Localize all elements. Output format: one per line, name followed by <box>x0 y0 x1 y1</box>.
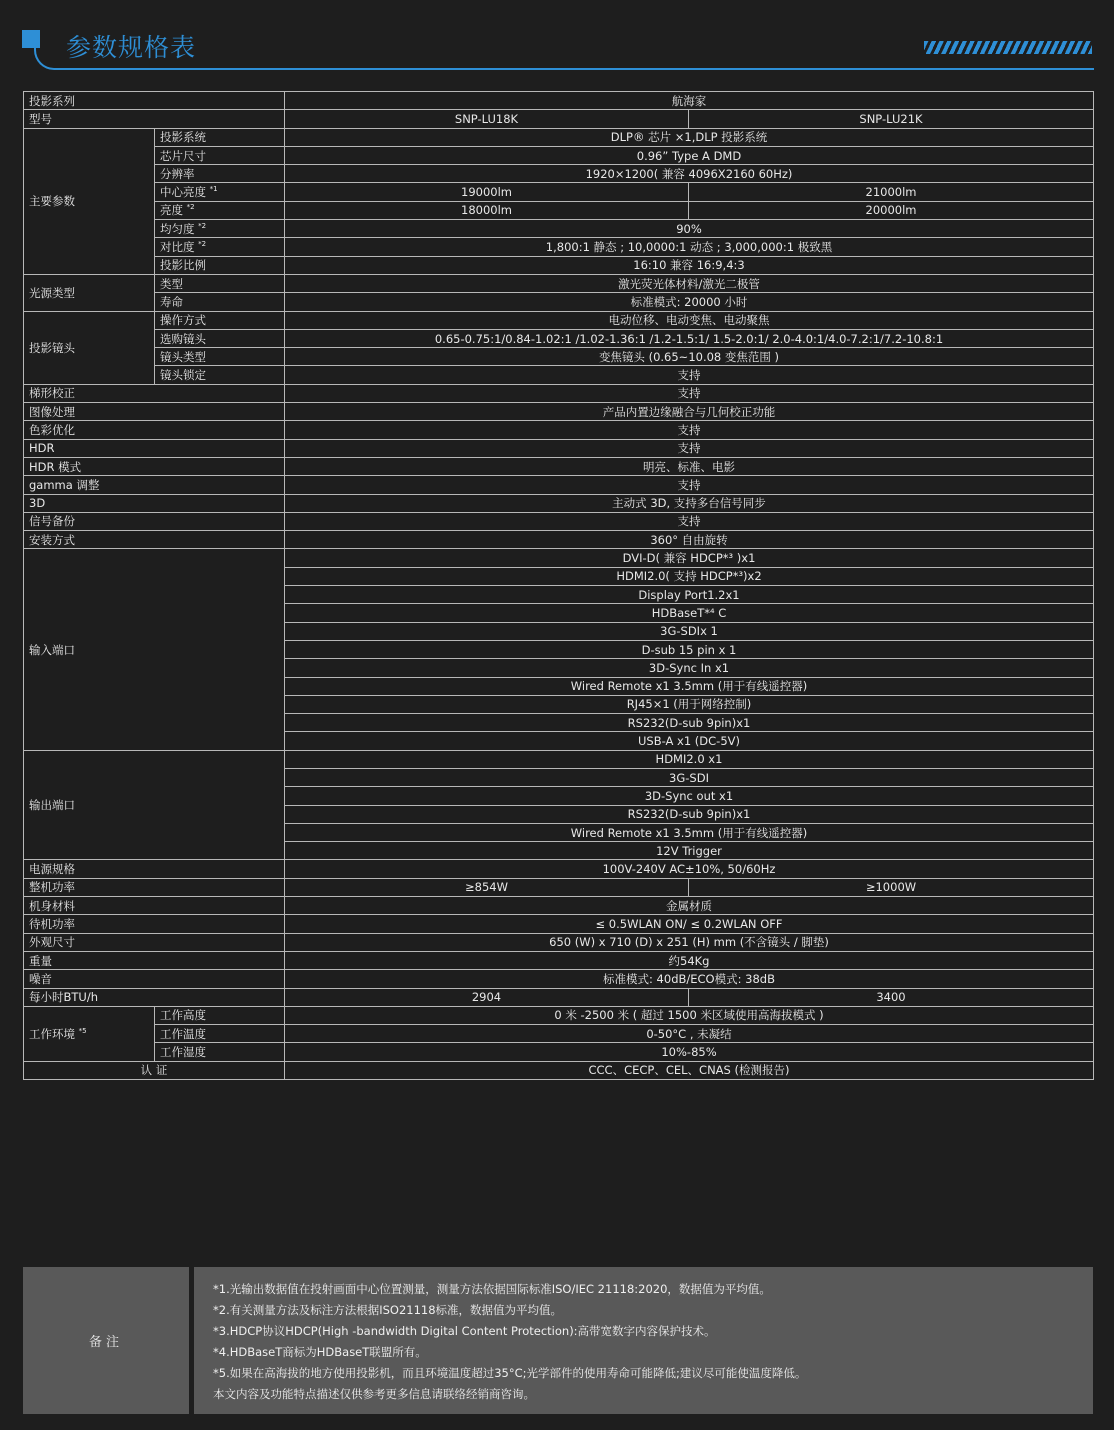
row-value: 650 (W) x 710 (D) x 251 (H) mm (不含镜头 / 脚垫) <box>285 933 1094 951</box>
row-label: 对比度 <box>160 240 195 255</box>
table-row <box>24 549 1094 567</box>
row-value: DLP® 芯片 ×1,DLP 投影系统 <box>285 128 1094 146</box>
note-line: *1.光输出数据值在投射画面中心位置测量，测量方法依据国际标准ISO/IEC 21118:2020，数据值为平均值。 <box>213 1282 771 1296</box>
table-row <box>24 970 1094 988</box>
row-label: 整机功率 <box>24 878 285 896</box>
row-value: ≥854W <box>285 878 689 896</box>
row-value: 明亮、标准、电影 <box>285 457 1094 475</box>
table-row <box>24 988 1094 1006</box>
row-label-cell <box>155 238 285 256</box>
table-row <box>24 439 1094 457</box>
row-label: 类型 <box>155 274 285 292</box>
table-row <box>24 220 1094 238</box>
row-value: CCC、CECP、CEL、CNAS (检测报告) <box>285 1061 1094 1079</box>
row-label: gamma 调整 <box>24 476 285 494</box>
row-label: 型号 <box>24 110 285 128</box>
row-label-cell <box>155 220 285 238</box>
header-stripes-decoration <box>924 41 1092 54</box>
port-item: 3D-Sync In x1 <box>285 659 1094 677</box>
table-row <box>24 256 1094 274</box>
table-row <box>24 512 1094 530</box>
table-row <box>24 1061 1094 1079</box>
port-item: 3G-SDI <box>285 768 1094 786</box>
table-row <box>24 1006 1094 1024</box>
row-label: 操作方式 <box>155 311 285 329</box>
row-label: 外观尺寸 <box>24 933 285 951</box>
row-label: 信号备份 <box>24 512 285 530</box>
note-line: *3.HDCP协议HDCP(High -bandwidth Digital Content Protection):高带宽数字内容保护技术。 <box>213 1324 716 1338</box>
table-row <box>24 183 1094 201</box>
port-item: HDBaseT*⁴ C <box>285 604 1094 622</box>
row-label: 工作湿度 <box>155 1043 285 1061</box>
row-label: HDR <box>24 439 285 457</box>
row-value: 约54Kg <box>285 951 1094 969</box>
row-value: 支持 <box>285 512 1094 530</box>
row-value: ≤ 0.5WLAN ON/ ≤ 0.2WLAN OFF <box>285 915 1094 933</box>
row-value: 0.65-0.75:1/0.84-1.02:1 /1.02-1.36:1 /1.2-1.5:1/ 1.5-2.0:1/ 2.0-4.0:1/4.0-7.2:1/7.2-10.8:1 <box>285 329 1094 347</box>
table-row <box>24 403 1094 421</box>
row-label: 亮度 <box>160 203 183 218</box>
port-item: 3G-SDIx 1 <box>285 622 1094 640</box>
footnote-mark: *2 <box>198 240 207 249</box>
row-label: 工作温度 <box>155 1025 285 1043</box>
category-label: 工作环境 <box>29 1026 75 1041</box>
row-label: 选购镜头 <box>155 329 285 347</box>
row-label: 噪音 <box>24 970 285 988</box>
table-row <box>24 165 1094 183</box>
row-label: 投影比例 <box>155 256 285 274</box>
row-value: ≥1000W <box>689 878 1094 896</box>
row-value: 支持 <box>285 439 1094 457</box>
row-value: 产品内置边缘融合与几何校正功能 <box>285 403 1094 421</box>
notes-body <box>213 1279 1083 1405</box>
port-item: RS232(D-sub 9pin)x1 <box>285 805 1094 823</box>
row-label-cell <box>155 201 285 219</box>
note-line: *4.HDBaseT商标为HDBaseT联盟所有。 <box>213 1345 427 1359</box>
row-label: HDR 模式 <box>24 457 285 475</box>
port-item: D-sub 15 pin x 1 <box>285 640 1094 658</box>
row-label: 重量 <box>24 951 285 969</box>
category-label-cell <box>24 1006 155 1061</box>
notes-panel <box>23 1267 1093 1414</box>
row-value: 19000lm <box>285 183 689 201</box>
row-label: 芯片尺寸 <box>155 146 285 164</box>
table-row <box>24 348 1094 366</box>
table-row <box>24 1025 1094 1043</box>
port-item: 12V Trigger <box>285 842 1094 860</box>
table-row <box>24 878 1094 896</box>
row-value: 标准模式: 20000 小时 <box>285 293 1094 311</box>
spec-table <box>23 91 1094 1080</box>
category-label: 输出端口 <box>24 750 285 860</box>
table-row <box>24 311 1094 329</box>
row-label: 分辨率 <box>155 165 285 183</box>
table-row <box>24 860 1094 878</box>
category-label: 主要参数 <box>24 128 155 274</box>
row-value: 18000lm <box>285 201 689 219</box>
row-label: 图像处理 <box>24 403 285 421</box>
note-line: 本文内容及功能特点描述仅供参考更多信息请联络经销商咨询。 <box>213 1387 535 1401</box>
row-value: 金属材质 <box>285 897 1094 915</box>
row-label: 色彩优化 <box>24 421 285 439</box>
model-name: SNP-LU21K <box>689 110 1094 128</box>
row-value: 支持 <box>285 476 1094 494</box>
footnote-mark: *2 <box>198 221 207 230</box>
table-row <box>24 421 1094 439</box>
port-item: HDMI2.0 x1 <box>285 750 1094 768</box>
port-item: DVI-D( 兼容 HDCP*³ )x1 <box>285 549 1094 567</box>
row-label: 工作高度 <box>155 1006 285 1024</box>
port-item: 3D-Sync out x1 <box>285 787 1094 805</box>
page-title: 参数规格表 <box>66 33 197 62</box>
row-value: 0 米 -2500 米 ( 超过 1500 米区域使用高海拔模式 ) <box>285 1006 1094 1024</box>
row-label: 均匀度 <box>160 221 195 236</box>
row-value: 20000lm <box>689 201 1094 219</box>
category-label: 投影镜头 <box>24 311 155 384</box>
page-header <box>0 0 1114 80</box>
table-row <box>24 146 1094 164</box>
note-line: *2.有关测量方法及标注方法根据ISO21118标准，数据值为平均值。 <box>213 1303 563 1317</box>
table-row <box>24 494 1094 512</box>
row-value: 支持 <box>285 366 1094 384</box>
table-row <box>24 897 1094 915</box>
table-row <box>24 329 1094 347</box>
table-row <box>24 293 1094 311</box>
row-value: 90% <box>285 220 1094 238</box>
row-label: 认 证 <box>24 1061 285 1079</box>
row-label: 投影系列 <box>24 92 285 110</box>
row-label: 梯形校正 <box>24 384 285 402</box>
row-label: 投影系统 <box>155 128 285 146</box>
table-row <box>24 384 1094 402</box>
port-item: RS232(D-sub 9pin)x1 <box>285 714 1094 732</box>
row-value: 100V-240V AC±10%, 50/60Hz <box>285 860 1094 878</box>
row-label: 安装方式 <box>24 531 285 549</box>
table-row <box>24 110 1094 128</box>
notes-divider <box>189 1267 194 1414</box>
footnote-mark: *2 <box>186 203 195 212</box>
port-item: Wired Remote x1 3.5mm (用于有线遥控器) <box>285 823 1094 841</box>
row-value: 3400 <box>689 988 1094 1006</box>
table-row <box>24 92 1094 110</box>
table-row <box>24 750 1094 768</box>
row-label: 寿命 <box>155 293 285 311</box>
row-label: 每小时BTU/h <box>24 988 285 1006</box>
row-value: 支持 <box>285 421 1094 439</box>
row-value: 10%-85% <box>285 1043 1094 1061</box>
row-value: 360° 自由旋转 <box>285 531 1094 549</box>
table-row <box>24 457 1094 475</box>
row-value: 0.96” Type A DMD <box>285 146 1094 164</box>
row-value: 1920×1200( 兼容 4096X2160 60Hz) <box>285 165 1094 183</box>
table-row <box>24 915 1094 933</box>
table-row <box>24 128 1094 146</box>
table-row <box>24 1043 1094 1061</box>
model-name: SNP-LU18K <box>285 110 689 128</box>
row-value: 激光荧光体材料/激光二极管 <box>285 274 1094 292</box>
port-item: RJ45×1 (用于网络控制) <box>285 695 1094 713</box>
row-value: 1,800:1 静态 ; 10,0000:1 动态 ; 3,000,000:1 极致黑 <box>285 238 1094 256</box>
row-value: 2904 <box>285 988 689 1006</box>
port-item: HDMI2.0( 支持 HDCP*³)x2 <box>285 567 1094 585</box>
row-label-cell <box>155 183 285 201</box>
row-value: 0-50°C , 未凝结 <box>285 1025 1094 1043</box>
port-item: USB-A x1 (DC-5V) <box>285 732 1094 750</box>
row-label: 3D <box>24 494 285 512</box>
row-label: 机身材料 <box>24 897 285 915</box>
table-row <box>24 274 1094 292</box>
port-item: Display Port1.2x1 <box>285 586 1094 604</box>
row-value: 标准模式: 40dB/ECO模式: 38dB <box>285 970 1094 988</box>
table-row <box>24 366 1094 384</box>
table-row <box>24 238 1094 256</box>
row-value: 电动位移、电动变焦、电动聚焦 <box>285 311 1094 329</box>
port-item: Wired Remote x1 3.5mm (用于有线遥控器) <box>285 677 1094 695</box>
row-value: 主动式 3D, 支持多台信号同步 <box>285 494 1094 512</box>
row-label: 电源规格 <box>24 860 285 878</box>
header-underline <box>72 68 1094 70</box>
row-label: 镜头类型 <box>155 348 285 366</box>
row-value: 支持 <box>285 384 1094 402</box>
note-line: *5.如果在高海拔的地方使用投影机，而且环境温度超过35°C;光学部件的使用寿命可能降低;建议尽可能使温度降低。 <box>213 1366 807 1380</box>
row-label: 待机功率 <box>24 915 285 933</box>
row-value: 21000lm <box>689 183 1094 201</box>
table-row <box>24 201 1094 219</box>
table-row <box>24 951 1094 969</box>
row-value: 变焦镜头 (0.65~10.08 变焦范围 ) <box>285 348 1094 366</box>
row-value: 航海家 <box>285 92 1094 110</box>
table-row <box>24 531 1094 549</box>
row-label: 中心亮度 <box>160 185 206 200</box>
notes-label: 备注 <box>88 1335 123 1350</box>
row-value: 16:10 兼容 16:9,4:3 <box>285 256 1094 274</box>
category-label: 输入端口 <box>24 549 285 750</box>
footnote-mark: *1 <box>209 185 218 194</box>
table-row <box>24 933 1094 951</box>
category-label: 光源类型 <box>24 274 155 311</box>
footnote-mark: *5 <box>78 1026 87 1035</box>
row-label: 镜头锁定 <box>155 366 285 384</box>
table-row <box>24 476 1094 494</box>
